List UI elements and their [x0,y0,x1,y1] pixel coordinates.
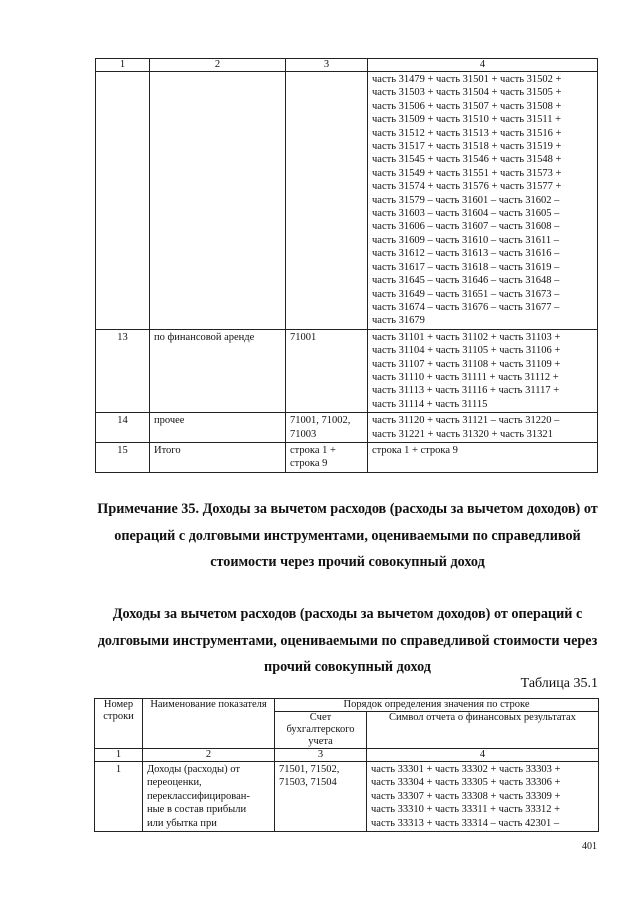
formula-line: часть 33304 + часть 33305 + часть 33306 + [371,777,561,789]
row-formula [368,413,598,443]
formula-line: часть 33313 + часть 33314 – часть 42301 – [371,817,560,829]
formula-line: часть 31612 – часть 31613 – часть 31616 – [372,248,560,260]
page-number: 401 [582,841,597,852]
col-index-3: 3 [275,749,367,762]
formula-line: часть 31645 – часть 31646 – часть 31648 – [372,275,560,287]
formula-line: часть 31679 [372,315,425,327]
row-name: по финансовой аренде [150,329,286,412]
formula-line: часть 31517 + часть 31518 + часть 31519 + [372,141,562,153]
formula-line: часть 31606 – часть 31607 – часть 31608 – [372,221,560,233]
col-index-2: 2 [150,59,286,72]
formula-line: часть 31549 + часть 31551 + часть 31573 + [372,167,562,179]
formula-line: часть 31107 + часть 31108 + часть 31109 + [372,358,561,370]
formula-line: часть 31110 + часть 31111 + часть 31112 + [372,371,559,383]
formula-line: часть 31221 + часть 31320 + часть 31321 [372,428,553,440]
formula-line: часть 33301 + часть 33302 + часть 33303 + [371,764,561,775]
formula-line: часть 33307 + часть 33308 + часть 33309 + [371,790,561,802]
table-row [96,72,598,330]
row-name [150,72,286,330]
row-account: строка 1 + строка 9 [286,442,368,472]
table-index-row [95,749,599,762]
name-line: ные в состав прибыли [147,804,247,816]
formula-line: часть 31509 + часть 31510 + часть 31511 + [372,114,562,126]
name-line: переоценки, [147,777,202,789]
name-line: Доходы (расходы) от [147,764,240,775]
formula-line: часть 31114 + часть 31115 [372,398,488,410]
row-account: 71001 [286,329,368,412]
row-number: 15 [96,442,150,472]
row-name: прочее [150,413,286,443]
col-header-symbol: Символ отчета о финансовых результатах [367,712,599,749]
table-row [96,413,598,443]
row-account: 71501, 71502, 71503, 71504 [275,762,367,832]
formula-line: часть 31503 + часть 31504 + часть 31505 + [372,87,562,99]
formula-line: часть 31545 + часть 31546 + часть 31548 + [372,154,562,166]
name-line: или убытка при [147,817,217,829]
col-header-account: Счет бухгалтерского учета [275,712,367,749]
row-formula [368,442,598,472]
row-formula [368,72,598,330]
table-header-row [95,699,599,712]
table-caption: Таблица 35.1 [520,676,598,691]
formula-line: часть 31113 + часть 31116 + часть 31117 + [372,385,560,397]
formula-line: часть 31512 + часть 31513 + часть 31516 + [372,127,562,139]
formula-line: часть 31603 – часть 31604 – часть 31605 – [372,208,560,220]
col-header-order: Порядок определения значения по строке [275,699,599,712]
formula-line: часть 31104 + часть 31105 + часть 31106 + [372,345,561,357]
formula-line: часть 31574 + часть 31576 + часть 31577 + [372,181,562,193]
formula-line: часть 31479 + часть 31501 + часть 31502 + [372,74,562,85]
name-line: переклассифицирован- [147,790,250,802]
formula-line: строка 1 + строка 9 [372,444,458,456]
row-name [143,762,275,832]
row-number: 13 [96,329,150,412]
table-header-row [96,59,598,72]
table-row [96,329,598,412]
row-number: 1 [95,762,143,832]
col-index-1: 1 [95,749,143,762]
row-account: 71001, 71002, 71003 [286,413,368,443]
col-index-3: 3 [286,59,368,72]
formula-line: часть 31506 + часть 31507 + часть 31508 + [372,100,562,112]
row-number: 14 [96,413,150,443]
table-row [96,442,598,472]
formula-line: часть 31617 – часть 31618 – часть 31619 – [372,261,560,273]
formula-line: часть 33310 + часть 33311 + часть 33312 + [371,804,561,816]
row-formula [367,762,599,832]
col-index-2: 2 [143,749,275,762]
table-title: Доходы за вычетом расходов (расходы за вычетом доходов) от операций с долговыми инструментами, оцениваемыми по справедливой стоимости через прочий совокупный доход [97,606,598,675]
row-name: Итого [150,442,286,472]
table-row [95,762,599,832]
formula-line: часть 31674 – часть 31676 – часть 31677 – [372,301,560,313]
formula-line: часть 31101 + часть 31102 + часть 31103 + [372,331,561,343]
col-header-name: Наименование показателя [143,699,275,749]
table-35-1 [94,698,599,832]
formula-line: часть 31579 – часть 31601 – часть 31602 – [372,194,560,206]
row-formula [368,329,598,412]
col-index-4: 4 [367,749,599,762]
formula-line: часть 31649 – часть 31651 – часть 31673 – [372,288,560,300]
col-index-1: 1 [96,59,150,72]
continuation-table [95,58,598,473]
note-title: Примечание 35. Доходы за вычетом расходов (расходы за вычетом доходов) от операций с долговыми инструментами, оцениваемыми по справедливой стоимости через прочий совокупный доход [97,501,598,570]
formula-line: часть 31609 – часть 31610 – часть 31611 – [372,234,560,246]
col-index-4: 4 [368,59,598,72]
formula-line: часть 31120 + часть 31121 – часть 31220 – [372,415,560,427]
row-account [286,72,368,330]
col-header-number: Номер строки [95,699,143,749]
row-number [96,72,150,330]
